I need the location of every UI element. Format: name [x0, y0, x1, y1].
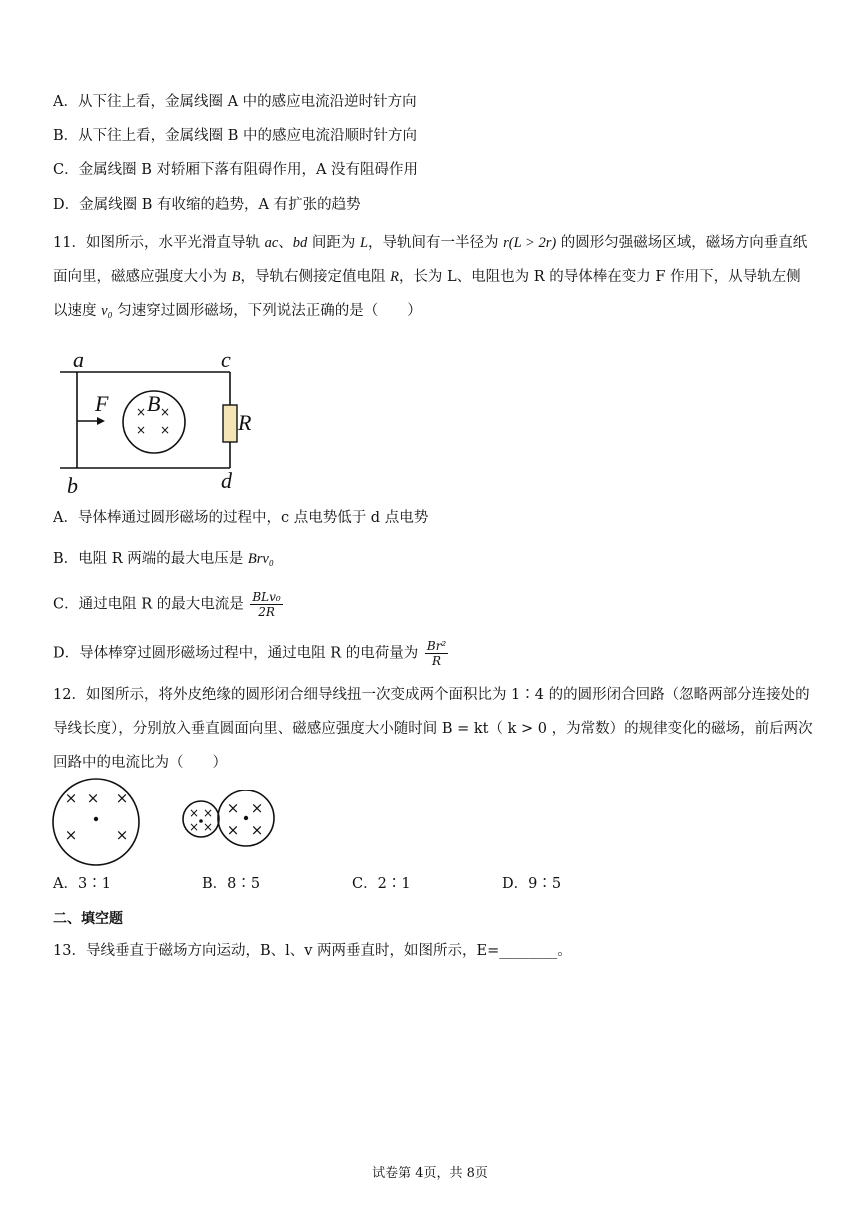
q11-B: B [231, 269, 241, 285]
q13-stem: 13．导线垂直于磁场方向运动，B、l、v 两两垂直时，如图所示，E=________。 [53, 943, 572, 959]
svg-text:×: × [64, 826, 78, 844]
svg-text:×: × [202, 820, 214, 834]
q11-circuit-figure [55, 345, 265, 500]
q11-option-b: B．电阻 R 两端的最大电压是 Brv₀ [53, 551, 274, 567]
q11-rail-bd: bd [292, 235, 308, 251]
q12-stem: 12．如图所示，将外皮绝缘的圆形闭合细导线扭一次变成两个面积比为 1∶4 的的圆形闭合回路（忽略两部分连接处的导线长度），分别放入垂直圆面向里、磁感应强度大小随时间 B = kt（ k > 0 ，为常数）的规律变化的磁场，前后两次回路中的电流比为（ ） [53, 687, 813, 771]
q11-text-1: 11．如图所示，水平光滑直导轨 [53, 235, 265, 251]
q11-sep: 、 [278, 235, 293, 251]
section-heading-fill-blank: 二、填空题 [53, 911, 123, 927]
q11-stem [53, 226, 813, 328]
q11-option-c: C．通过电阻 R 的最大电流是 $\frac{\text{BLv₀}}{2R}$ [53, 590, 281, 619]
svg-text:×: × [135, 423, 147, 437]
svg-text:×: × [226, 799, 240, 817]
svg-text:×: × [188, 820, 200, 834]
q11-r-expr: r(L > 2r) [503, 235, 557, 251]
svg-text:×: × [115, 826, 129, 844]
resistor-r [223, 405, 237, 442]
q12-option-b: B．8∶5 [202, 876, 261, 892]
q11-text-5: ，导轨右侧接定值电阻 [240, 269, 391, 285]
q11-text-4: 的圆形匀强磁场区域，磁场方向垂直纸面向里，磁感应强度大小为 [53, 235, 808, 285]
label-f: F [95, 391, 109, 416]
svg-text:×: × [159, 405, 171, 419]
q11-R: R [390, 269, 399, 285]
label-c: c [221, 347, 231, 372]
q11-v0: v₀ [101, 303, 113, 319]
q11-L: L [359, 235, 369, 251]
q11-text-2: 间距为 [307, 235, 360, 251]
label-a: a [73, 347, 84, 372]
svg-text:×: × [86, 789, 100, 807]
q12-option-d: D．9∶5 [502, 876, 562, 892]
q10-option-c: C．金属线圈 B 对轿厢下落有阻碍作用，A 没有阻碍作用 [53, 162, 419, 178]
svg-text:×: × [188, 806, 200, 820]
svg-text:×: × [115, 789, 129, 807]
q12-figure-twisted-loops [180, 790, 280, 850]
q11-option-b-expr: Brv₀ [247, 551, 274, 567]
q11-text-7: 匀速穿过圆形磁场，下列说法正确的是（ ） [112, 303, 422, 319]
q10-option-a: A．从下往上看，金属线圈 A 中的感应电流沿逆时针方向 [53, 94, 417, 110]
q11-option-d: D．导体棒穿过圆形磁场过程中，通过电阻 R 的电荷量为 $\frac{\text{Br²}}{R}$ [53, 639, 447, 668]
label-b: b [67, 473, 78, 498]
label-b-field: B [147, 391, 161, 416]
q11-text-3: ，导轨间有一半径为 [368, 235, 504, 251]
q10-option-d: D．金属线圈 B 有收缩的趋势，A 有扩张的趋势 [53, 197, 361, 213]
q11-option-a: A．导体棒通过圆形磁场的过程中，c 点电势低于 d 点电势 [53, 510, 429, 526]
q11-option-c-fraction: $\frac{\text{BLv₀}}{2R}$ [252, 590, 281, 619]
q12-option-a: A．3∶1 [53, 876, 111, 892]
svg-text:×: × [135, 405, 147, 419]
q11-option-d-fraction: $\frac{\text{Br²}}{R}$ [426, 639, 447, 668]
svg-text:×: × [64, 789, 78, 807]
svg-text:×: × [159, 423, 171, 437]
svg-text:×: × [226, 821, 240, 839]
page-footer: 试卷第 4页，共 8页 [372, 1166, 488, 1181]
svg-text:×: × [202, 806, 214, 820]
label-r: R [238, 410, 252, 435]
q12-figure-single-loop [50, 778, 145, 868]
svg-text:×: × [250, 821, 264, 839]
q12-option-c: C．2∶1 [352, 876, 411, 892]
force-arrow-icon [97, 417, 105, 425]
label-d: d [221, 468, 232, 493]
svg-text:×: × [250, 799, 264, 817]
q11-rail-ac: ac [264, 235, 279, 251]
q11-text-6: ，长为 L、电阻也为 R 的导体棒在变力 F 作用下，从导轨左侧以速度 [53, 269, 801, 319]
q10-option-b: B．从下往上看，金属线圈 B 中的感应电流沿顺时针方向 [53, 128, 418, 144]
